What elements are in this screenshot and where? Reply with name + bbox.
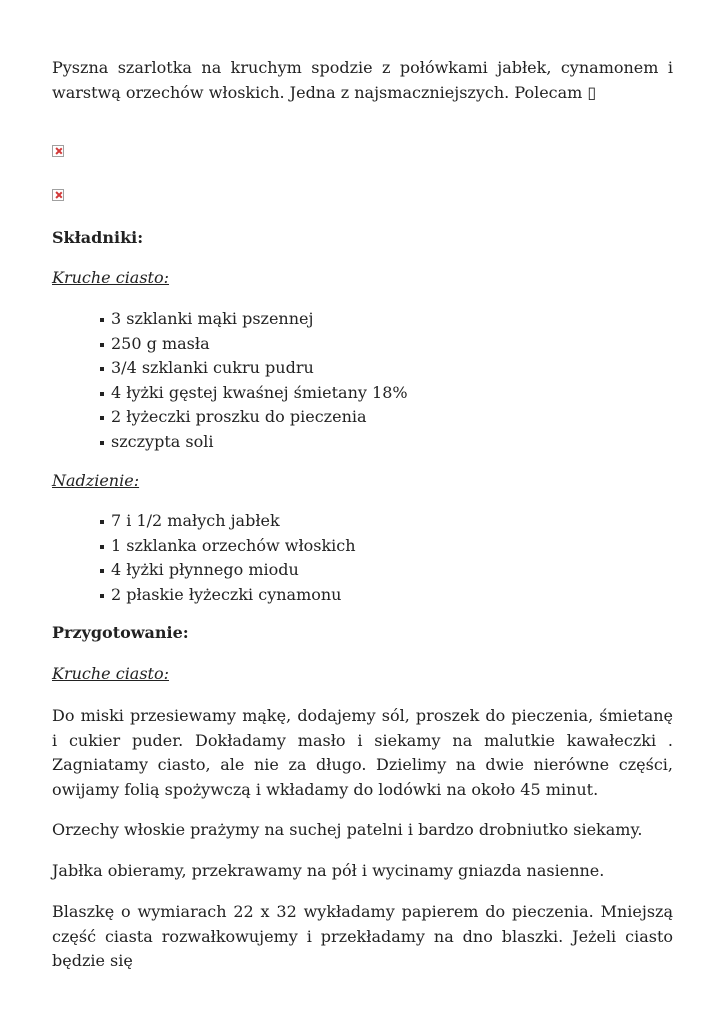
dough-ingredients-list bbox=[100, 307, 408, 454]
list-item: 7 i 1/2 małych jabłek bbox=[100, 509, 356, 534]
dough-subheading: Kruche ciasto: bbox=[52, 268, 170, 287]
list-item: 250 g masła bbox=[100, 332, 408, 357]
list-item: 2 łyżeczki proszku do pieczenia bbox=[100, 405, 408, 430]
preparation-heading: Przygotowanie: bbox=[52, 623, 189, 642]
list-item: 3/4 szklanki cukru pudru bbox=[100, 356, 408, 381]
list-item: 1 szklanka orzechów włoskich bbox=[100, 534, 356, 559]
list-item: szczypta soli bbox=[100, 430, 408, 455]
preparation-paragraph: Blaszkę o wymiarach 22 x 32 wykładamy papierem do pieczenia. Mniejszą część ciasta rozwałkowujemy i przekładamy na dno blaszki. Jeżeli ciasto będzie się bbox=[52, 902, 673, 970]
intro-paragraph: Pyszna szarlotka na kruchym spodzie z połówkami jabłek, cynamonem i warstwą orzechów włoskich. Jedna z najsmaczniejszych. Polecam ▯ bbox=[52, 58, 673, 102]
list-item: 2 płaskie łyżeczki cynamonu bbox=[100, 583, 356, 608]
ingredients-heading: Składniki: bbox=[52, 228, 144, 247]
preparation-dough-subheading: Kruche ciasto: bbox=[52, 664, 170, 683]
preparation-paragraph: Orzechy włoskie prażymy na suchej patelni i bardzo drobniutko siekamy. bbox=[52, 820, 643, 839]
broken-image-icon bbox=[52, 189, 64, 201]
filling-ingredients-list bbox=[100, 509, 356, 607]
list-item: 3 szklanki mąki pszennej bbox=[100, 307, 408, 332]
filling-subheading: Nadzienie: bbox=[52, 471, 140, 490]
preparation-paragraph: Do miski przesiewamy mąkę, dodajemy sól, proszek do pieczenia, śmietanę i cukier puder. Dokładamy masło i siekamy na malutkie kawałeczki . Zagniatamy ciasto, ale nie za długo. Dzielimy na dwie nierówne części, owijamy folią spożywczą i wkładamy do lodówki na około 45 minut. bbox=[52, 706, 673, 799]
broken-image-icon bbox=[52, 145, 64, 157]
list-item: 4 łyżki gęstej kwaśnej śmietany 18% bbox=[100, 381, 408, 406]
list-item: 4 łyżki płynnego miodu bbox=[100, 558, 356, 583]
preparation-paragraph: Jabłka obieramy, przekrawamy na pół i wycinamy gniazda nasienne. bbox=[52, 861, 605, 880]
